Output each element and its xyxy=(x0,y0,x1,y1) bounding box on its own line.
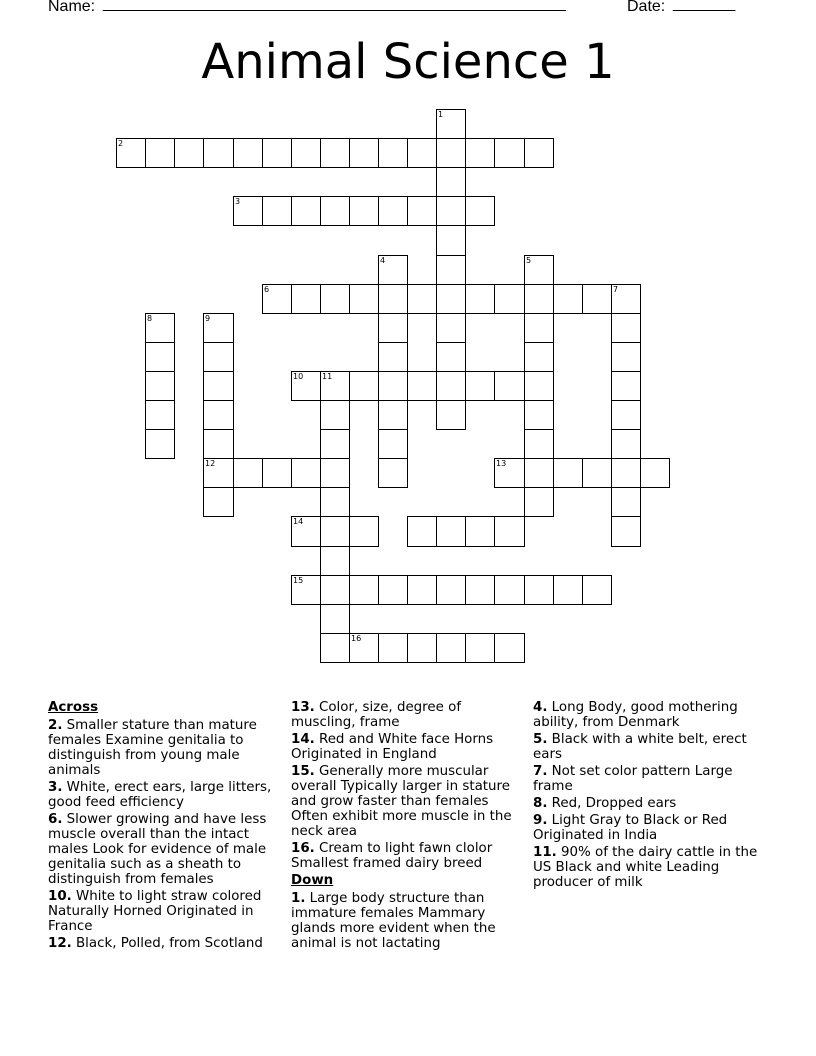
clues-column-2 xyxy=(291,700,527,953)
name-line[interactable]: ____________________________________________________ xyxy=(103,0,566,12)
clue-item-text: Long Body, good mothering ability, from Denmark xyxy=(533,700,738,730)
grid-cell[interactable] xyxy=(465,196,495,226)
clue-item-text: Cream to light fawn clolor Smallest framed dairy breed xyxy=(291,841,493,871)
clue-number: 4 xyxy=(380,256,386,265)
grid-cell[interactable] xyxy=(320,546,350,576)
clue-item-number: 9. xyxy=(533,813,548,828)
clue-number: 14 xyxy=(293,517,304,526)
grid-cell[interactable] xyxy=(524,255,554,285)
grid-cell[interactable] xyxy=(262,458,292,488)
grid-cell[interactable] xyxy=(465,371,495,401)
grid-cell[interactable] xyxy=(494,575,525,605)
clue-item-text: Smaller stature than mature females Examine genitalia to distinguish from young male animals xyxy=(48,718,257,778)
grid-cell[interactable] xyxy=(582,575,612,605)
grid-cell[interactable] xyxy=(611,371,641,401)
grid-cell[interactable] xyxy=(320,400,350,430)
grid-cell[interactable] xyxy=(349,516,379,547)
clue-item xyxy=(533,845,769,890)
clue-item-number: 5. xyxy=(533,732,548,747)
grid-cell[interactable] xyxy=(524,429,554,459)
grid-cell[interactable] xyxy=(203,342,234,372)
grid-cell[interactable] xyxy=(320,633,350,663)
grid-cell[interactable] xyxy=(320,516,350,547)
clue-item-number: 6. xyxy=(48,812,63,827)
grid-cell[interactable] xyxy=(233,458,263,488)
clue-item-number: 16. xyxy=(291,841,315,856)
clue-item-number: 15. xyxy=(291,764,315,779)
clue-item-text: Red, Dropped ears xyxy=(547,796,677,811)
grid-cell[interactable] xyxy=(407,371,437,401)
clues-column-3 xyxy=(533,700,769,892)
clue-item-number: 11. xyxy=(533,845,557,860)
grid-cell[interactable] xyxy=(494,458,525,488)
clue-item-text: 90% of the dairy cattle in the US Black and white Leading producer of milk xyxy=(533,845,758,890)
grid-cell[interactable] xyxy=(436,371,466,401)
clue-item xyxy=(291,764,527,839)
clue-item xyxy=(533,732,769,762)
grid-cell[interactable] xyxy=(494,371,525,401)
date-label: Date: xyxy=(627,0,666,15)
grid-cell[interactable] xyxy=(524,342,554,372)
clue-number: 2 xyxy=(118,139,124,148)
grid-cell[interactable] xyxy=(145,429,175,459)
grid-cell[interactable] xyxy=(611,487,641,517)
clue-item xyxy=(533,796,769,811)
clue-number: 8 xyxy=(147,314,153,323)
grid-cell[interactable] xyxy=(262,138,292,168)
grid-cell[interactable] xyxy=(378,400,408,430)
grid-cell[interactable] xyxy=(640,458,670,488)
clue-item-number: 13. xyxy=(291,700,315,715)
grid-cell[interactable] xyxy=(349,138,379,168)
clue-item-text: Color, size, degree of muscling, frame xyxy=(291,700,462,730)
grid-cell[interactable] xyxy=(320,487,350,517)
grid-cell[interactable] xyxy=(291,284,321,314)
clue-number: 13 xyxy=(496,459,507,468)
grid-cell[interactable] xyxy=(378,342,408,372)
grid-cell[interactable] xyxy=(611,400,641,430)
grid-cell[interactable] xyxy=(291,371,321,401)
grid-cell[interactable] xyxy=(465,516,495,547)
grid-cell[interactable] xyxy=(436,255,466,285)
grid-cell[interactable] xyxy=(291,196,321,226)
grid-cell[interactable] xyxy=(436,167,466,197)
clue-item xyxy=(48,718,282,778)
grid-cell[interactable] xyxy=(407,284,437,314)
clue-number: 6 xyxy=(264,285,270,294)
clue-number: 16 xyxy=(351,634,362,643)
date-line[interactable]: _______ xyxy=(673,0,736,12)
clue-item xyxy=(291,700,527,730)
grid-cell[interactable] xyxy=(611,342,641,372)
clue-number: 12 xyxy=(205,459,216,468)
grid-cell[interactable] xyxy=(465,575,495,605)
grid-cell[interactable] xyxy=(611,313,641,343)
grid-cell[interactable] xyxy=(349,196,379,226)
grid-cell[interactable] xyxy=(320,429,350,459)
grid-cell[interactable] xyxy=(203,487,234,517)
grid-cell[interactable] xyxy=(203,371,234,401)
grid-cell[interactable] xyxy=(407,516,437,547)
grid-cell[interactable] xyxy=(553,575,583,605)
clue-item-text: Not set color pattern Large frame xyxy=(533,764,733,794)
grid-cell[interactable] xyxy=(378,284,408,314)
clue-number: 9 xyxy=(205,314,211,323)
grid-cell[interactable] xyxy=(407,138,437,168)
grid-cell[interactable] xyxy=(174,138,204,168)
grid-cell[interactable] xyxy=(611,429,641,459)
grid-cell[interactable] xyxy=(349,575,379,605)
clue-number: 15 xyxy=(293,576,304,585)
clue-item-text: Light Gray to Black or Red Originated in India xyxy=(533,813,728,843)
across-heading: Across xyxy=(48,700,99,715)
grid-cell[interactable] xyxy=(378,429,408,459)
clue-item xyxy=(291,841,527,871)
grid-cell[interactable] xyxy=(262,284,292,314)
grid-cell[interactable] xyxy=(291,138,321,168)
grid-cell[interactable] xyxy=(378,371,408,401)
clue-item xyxy=(291,891,527,951)
clue-item-number: 4. xyxy=(533,700,548,715)
grid-cell[interactable] xyxy=(524,487,554,517)
clue-item-number: 7. xyxy=(533,764,548,779)
grid-cell[interactable] xyxy=(407,633,437,663)
grid-cell[interactable] xyxy=(320,575,350,605)
grid-cell[interactable] xyxy=(436,284,466,314)
clue-number: 10 xyxy=(293,372,304,381)
grid-cell[interactable] xyxy=(436,342,466,372)
grid-cell[interactable] xyxy=(320,458,350,488)
grid-cell[interactable] xyxy=(611,516,641,547)
clue-item xyxy=(533,813,769,843)
clue-item-number: 1. xyxy=(291,891,306,906)
grid-cell[interactable] xyxy=(203,458,234,488)
name-label: Name: xyxy=(48,0,96,15)
grid-cell[interactable] xyxy=(465,138,495,168)
grid-cell[interactable] xyxy=(378,313,408,343)
clue-item-text: Slower growing and have less muscle overall than the intact males Look for evidence of male genitalia such as a sheath to distinguish from females xyxy=(48,812,267,887)
clue-item xyxy=(291,732,527,762)
clue-item-number: 2. xyxy=(48,718,63,733)
grid-cell[interactable] xyxy=(407,575,437,605)
grid-cell[interactable] xyxy=(524,313,554,343)
grid-cell[interactable] xyxy=(145,400,175,430)
grid-cell[interactable] xyxy=(553,284,583,314)
grid-cell[interactable] xyxy=(524,400,554,430)
grid-cell[interactable] xyxy=(233,196,263,226)
grid-cell[interactable] xyxy=(465,633,495,663)
clue-number: 5 xyxy=(526,256,532,265)
grid-cell[interactable] xyxy=(349,633,379,663)
grid-cell[interactable] xyxy=(465,284,495,314)
grid-cell[interactable] xyxy=(494,138,525,168)
grid-cell[interactable] xyxy=(524,284,554,314)
grid-cell[interactable] xyxy=(582,284,612,314)
grid-cell[interactable] xyxy=(378,255,408,285)
grid-cell[interactable] xyxy=(378,633,408,663)
grid-cell[interactable] xyxy=(524,371,554,401)
grid-cell[interactable] xyxy=(436,575,466,605)
grid-cell[interactable] xyxy=(436,109,466,139)
clue-item-text: White to light straw colored Naturally Horned Originated in France xyxy=(48,889,262,934)
clue-number: 1 xyxy=(438,110,444,119)
grid-cell[interactable] xyxy=(203,400,234,430)
grid-cell[interactable] xyxy=(349,284,379,314)
grid-cell[interactable] xyxy=(582,458,612,488)
grid-cell[interactable] xyxy=(436,633,466,663)
clues-column-1 xyxy=(48,700,282,953)
clue-item xyxy=(48,812,282,887)
grid-cell[interactable] xyxy=(320,284,350,314)
clue-item-number: 8. xyxy=(533,796,548,811)
grid-cell[interactable] xyxy=(320,604,350,634)
clue-item xyxy=(48,936,282,951)
clue-item-number: 10. xyxy=(48,889,72,904)
grid-cell[interactable] xyxy=(203,138,234,168)
clue-item xyxy=(533,764,769,794)
grid-cell[interactable] xyxy=(145,138,175,168)
clue-item xyxy=(533,700,769,730)
clue-number: 7 xyxy=(613,285,619,294)
clue-item-text: Large body structure than immature females Mammary glands more evident when the animal is not lactating xyxy=(291,891,496,951)
grid-cell[interactable] xyxy=(494,516,525,547)
grid-cell[interactable] xyxy=(436,400,466,430)
grid-cell[interactable] xyxy=(436,313,466,343)
grid-cell[interactable] xyxy=(349,371,379,401)
grid-cell[interactable] xyxy=(378,458,408,488)
grid-cell[interactable] xyxy=(436,516,466,547)
grid-cell[interactable] xyxy=(494,284,525,314)
clue-item-text: Black, Polled, from Scotland xyxy=(71,936,263,951)
grid-cell[interactable] xyxy=(524,458,554,488)
grid-cell[interactable] xyxy=(116,138,146,168)
down-heading: Down xyxy=(291,873,334,888)
clue-item-number: 12. xyxy=(48,936,72,951)
grid-cell[interactable] xyxy=(233,138,263,168)
grid-cell[interactable] xyxy=(611,284,641,314)
grid-cell[interactable] xyxy=(320,371,350,401)
grid-cell[interactable] xyxy=(378,575,408,605)
clue-item-text: Black with a white belt, erect ears xyxy=(533,732,747,762)
grid-cell[interactable] xyxy=(378,138,408,168)
grid-cell[interactable] xyxy=(145,342,175,372)
grid-cell[interactable] xyxy=(407,196,437,226)
grid-cell[interactable] xyxy=(291,516,321,547)
clue-item-number: 14. xyxy=(291,732,315,747)
grid-cell[interactable] xyxy=(320,196,350,226)
grid-cell[interactable] xyxy=(494,633,525,663)
clue-number: 3 xyxy=(235,197,241,206)
grid-cell[interactable] xyxy=(320,138,350,168)
grid-cell[interactable] xyxy=(145,313,175,343)
grid-cell[interactable] xyxy=(436,196,466,226)
grid-cell[interactable] xyxy=(436,138,466,168)
grid-cell[interactable] xyxy=(145,371,175,401)
grid-cell[interactable] xyxy=(611,458,641,488)
grid-cell[interactable] xyxy=(291,458,321,488)
grid-cell[interactable] xyxy=(203,313,234,343)
grid-cell[interactable] xyxy=(524,138,554,168)
clue-item xyxy=(48,780,282,810)
page-title: Animal Science 1 xyxy=(201,34,615,90)
grid-cell[interactable] xyxy=(291,575,321,605)
grid-cell[interactable] xyxy=(553,458,583,488)
clue-item xyxy=(48,889,282,934)
grid-cell[interactable] xyxy=(203,429,234,459)
grid-cell[interactable] xyxy=(378,196,408,226)
grid-cell[interactable] xyxy=(262,196,292,226)
clue-item-text: White, erect ears, large litters, good feed efficiency xyxy=(48,780,272,810)
grid-cell[interactable] xyxy=(524,575,554,605)
clue-item-text: Red and White face Horns Originated in England xyxy=(291,732,494,762)
clue-item-text: Generally more muscular overall Typically larger in stature and grow faster than females Often exhibit more muscle in the neck area xyxy=(291,764,512,839)
clue-number: 11 xyxy=(322,372,333,381)
grid-cell[interactable] xyxy=(436,225,466,256)
clue-item-number: 3. xyxy=(48,780,63,795)
